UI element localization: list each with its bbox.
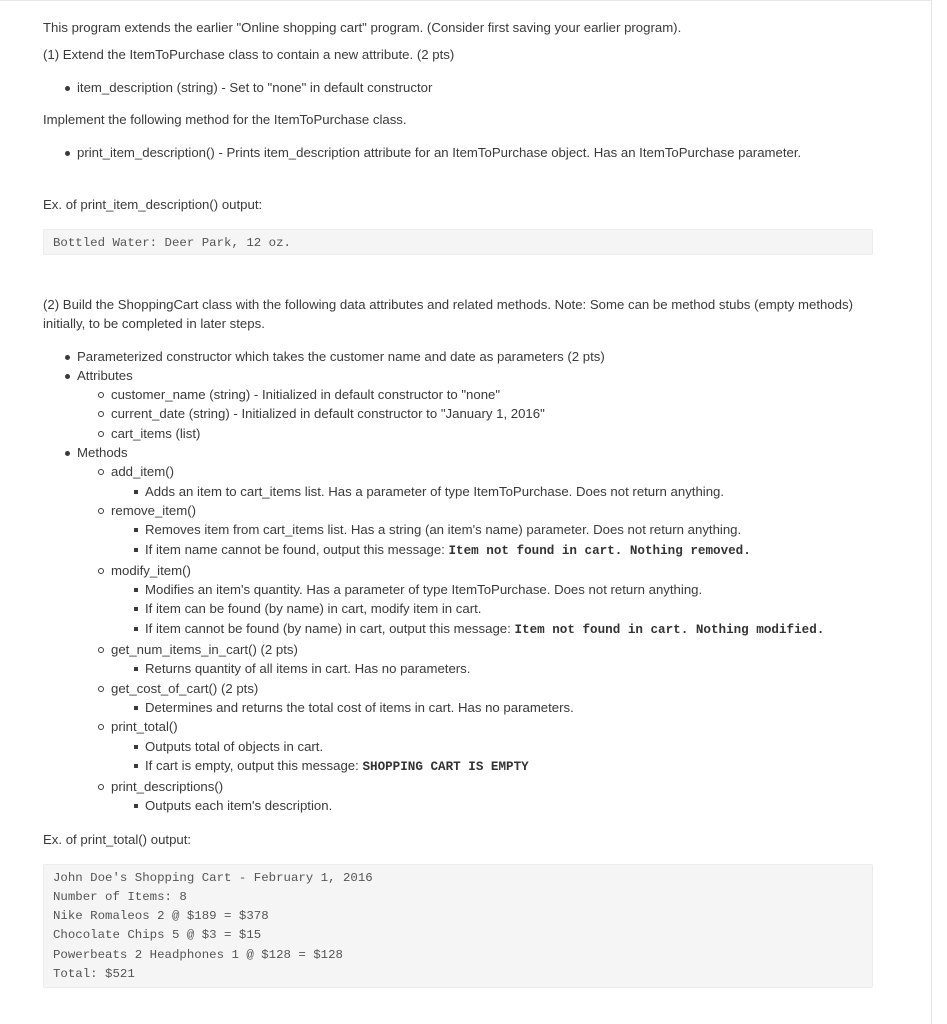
list-item — [111, 540, 883, 561]
method-name: get_cost_of_cart() (2 pts) — [111, 680, 259, 696]
list-item — [111, 619, 883, 640]
step1-method-list — [43, 143, 883, 162]
list-item: If item can be found (by name) in cart, modify item in cart. — [111, 599, 883, 618]
list-item: Adds an item to cart_items list. Has a parameter of type ItemToPurchase. Does not return anything. — [111, 482, 883, 501]
total-example-label: Ex. of print_total() output: — [43, 831, 192, 847]
method-name: remove_item() — [111, 502, 197, 518]
message-code: Item not found in cart. Nothing removed. — [448, 543, 751, 558]
list-item — [77, 777, 883, 816]
attributes-label: Attributes — [77, 367, 133, 383]
message-prefix: If item cannot be found (by name) in cart, output this message: — [145, 620, 515, 636]
code-line: Total: $521 — [53, 966, 135, 981]
list-item — [77, 679, 883, 718]
message-prefix: If cart is empty, output this message: — [145, 757, 363, 773]
list-item — [111, 756, 883, 777]
methods-label: Methods — [77, 445, 128, 461]
list-item: Outputs total of objects in cart. — [111, 737, 883, 756]
list-item — [77, 462, 883, 501]
list-item: cart_items (list) — [77, 424, 883, 443]
step1-heading: (1) Extend the ItemToPurchase class to contain a new attribute. (2 pts) — [43, 47, 455, 62]
method-details — [111, 737, 883, 778]
method-details — [111, 796, 883, 815]
method-name: print_total() — [111, 719, 178, 735]
example-label: Ex. of print_item_description() output: — [43, 196, 263, 212]
list-item: customer_name (string) - Initialized in default constructor to "none" — [77, 385, 883, 404]
list-item: print_item_description() - Prints item_description attribute for an ItemToPurchase object. Has an ItemToPurchase parameter. — [43, 143, 883, 162]
method-name: print_descriptions() — [111, 779, 224, 795]
list-item: current_date (string) - Initialized in default constructor to "January 1, 2016" — [77, 404, 883, 423]
assignment-content — [43, 18, 883, 988]
list-item — [77, 501, 883, 561]
list-item: Outputs each item's description. — [111, 796, 883, 815]
method-details — [111, 482, 883, 501]
code-line: Powerbeats 2 Headphones 1 @ $128 = $128 — [53, 947, 343, 962]
attributes-list — [77, 385, 883, 443]
method-details — [111, 580, 883, 640]
method-name: modify_item() — [111, 562, 191, 578]
message-code: SHOPPING CART IS EMPTY — [362, 759, 529, 774]
step1-attribute-list — [43, 78, 883, 97]
code-line: Bottled Water: Deer Park, 12 oz. — [53, 235, 291, 250]
list-item — [43, 366, 883, 443]
methods-list — [77, 462, 883, 815]
list-item: item_description (string) - Set to "none" in default constructor — [43, 78, 883, 97]
list-item — [77, 640, 883, 679]
message-prefix: If item name cannot be found, output this message: — [145, 541, 449, 557]
list-item — [77, 717, 883, 777]
intro-paragraph: This program extends the earlier "Online shopping cart" program. (Consider first saving your earlier program). — [43, 20, 682, 35]
method-details — [111, 659, 883, 678]
list-item — [77, 561, 883, 640]
list-item: Modifies an item's quantity. Has a parameter of type ItemToPurchase. Does not return anything. — [111, 580, 883, 599]
list-item: Parameterized constructor which takes the customer name and date as parameters (2 pts) — [43, 347, 883, 366]
list-item: Removes item from cart_items list. Has a string (an item's name) parameter. Does not return anything. — [111, 520, 883, 539]
code-line: Number of Items: 8 — [53, 889, 187, 904]
method-details — [111, 520, 883, 561]
code-line: Nike Romaleos 2 @ $189 = $378 — [53, 909, 269, 924]
code-line: John Doe's Shopping Cart - February 1, 2016 — [53, 870, 373, 885]
step2-heading: (2) Build the ShoppingCart class with the following data attributes and related methods. Note: Some can be method stubs (empty methods) initially, to be completed in later steps. — [43, 296, 854, 331]
example-code-block — [43, 229, 873, 255]
method-details — [111, 698, 883, 717]
method-name: get_num_items_in_cart() (2 pts) — [111, 642, 298, 658]
implement-text: Implement the following method for the ItemToPurchase class. — [43, 112, 407, 128]
method-name: add_item() — [111, 464, 175, 480]
message-code: Item not found in cart. Nothing modified. — [514, 622, 825, 637]
total-example-code-block — [43, 864, 873, 988]
step2-list — [43, 347, 883, 816]
code-line: Chocolate Chips 5 @ $3 = $15 — [53, 928, 262, 943]
list-item: Returns quantity of all items in cart. Has no parameters. — [111, 659, 883, 678]
list-item — [43, 443, 883, 816]
list-item: Determines and returns the total cost of items in cart. Has no parameters. — [111, 698, 883, 717]
